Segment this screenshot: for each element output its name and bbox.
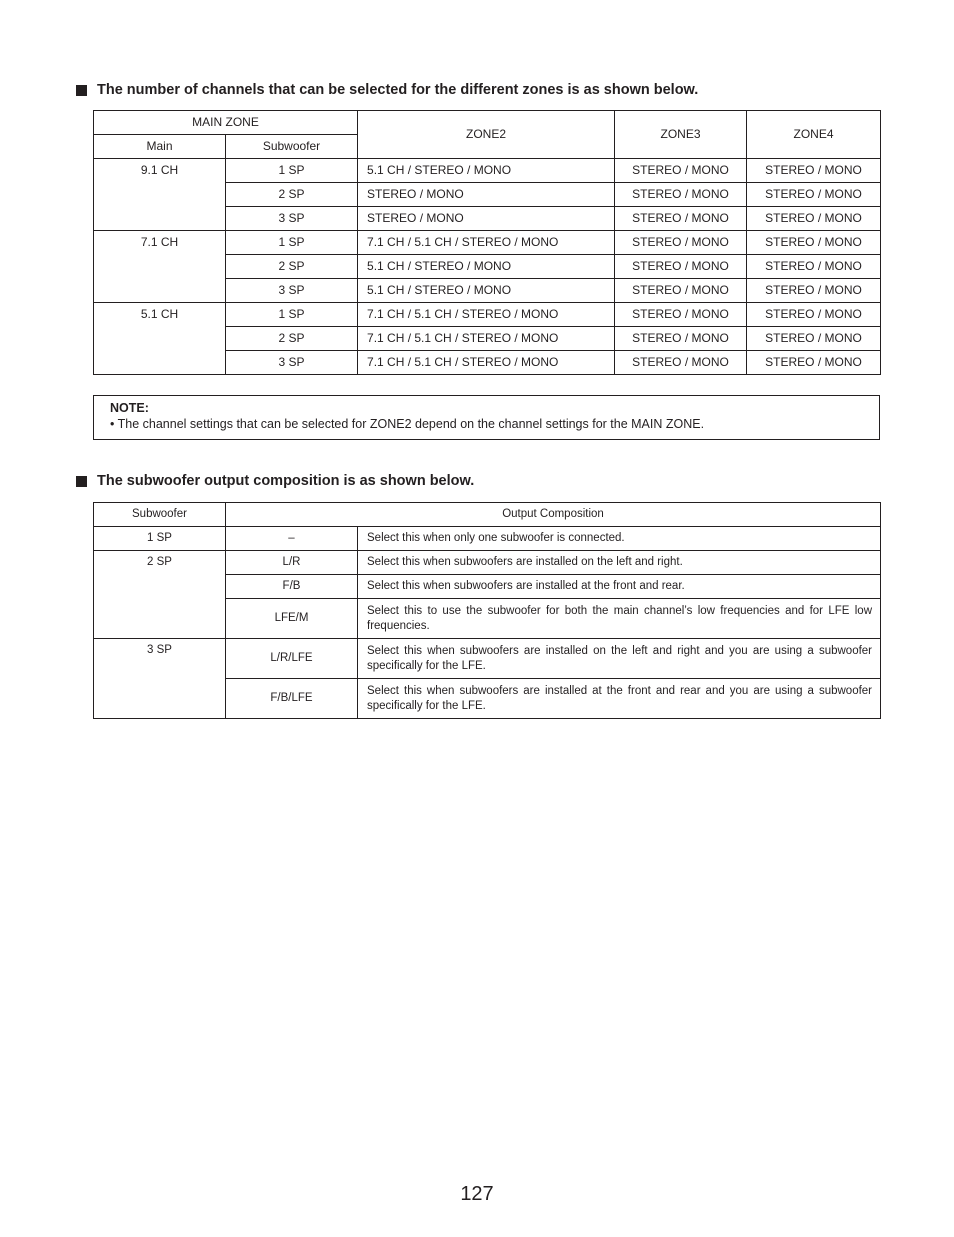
subwoofer-cell: 3 SP [226, 279, 358, 303]
square-bullet-icon [76, 85, 87, 96]
zone4-cell: STEREO / MONO [747, 207, 881, 231]
subwoofer-cell: 1 SP [226, 159, 358, 183]
header-output-composition: Output Composition [226, 503, 881, 527]
subwoofer-output-table [93, 502, 881, 719]
main-channels-cell: 5.1 CH [94, 303, 226, 375]
zone4-cell: STEREO / MONO [747, 351, 881, 375]
zone2-cell: STEREO / MONO [358, 183, 615, 207]
subwoofer-cell: 1 SP [226, 303, 358, 327]
header-main-zone: MAIN ZONE [94, 111, 358, 135]
subwoofer-cell: 2 SP [226, 183, 358, 207]
composition-description-cell: Select this when subwoofers are installed on the left and right and you are using a subwoofer specifically for the LFE. [358, 639, 881, 679]
heading-text: The subwoofer output composition is as shown below. [97, 473, 475, 489]
subwoofer-output-body [94, 527, 881, 719]
zone3-cell: STEREO / MONO [615, 351, 747, 375]
main-channels-cell: 9.1 CH [94, 159, 226, 231]
subwoofer-count-cell: 1 SP [94, 527, 226, 551]
composition-description-cell: Select this to use the subwoofer for both the main channel’s low frequencies and for LFE low frequencies. [358, 599, 881, 639]
zone2-cell: 7.1 CH / 5.1 CH / STEREO / MONO [358, 303, 615, 327]
subwoofer-cell: 2 SP [226, 255, 358, 279]
subwoofer-cell: 1 SP [226, 231, 358, 255]
zone4-cell: STEREO / MONO [747, 159, 881, 183]
zone3-cell: STEREO / MONO [615, 183, 747, 207]
zone3-cell: STEREO / MONO [615, 207, 747, 231]
subwoofer-cell: 3 SP [226, 351, 358, 375]
table-row [94, 551, 881, 575]
zone2-cell: 7.1 CH / 5.1 CH / STEREO / MONO [358, 231, 615, 255]
zone2-cell: 5.1 CH / STEREO / MONO [358, 159, 615, 183]
page-number: 127 [460, 1183, 494, 1205]
zone-channels-body [94, 159, 881, 375]
zone-channels-table [93, 110, 881, 375]
subwoofer-cell: 3 SP [226, 207, 358, 231]
note-box [93, 395, 880, 440]
composition-code-cell: L/R/LFE [226, 639, 358, 679]
header-zone3: ZONE3 [615, 111, 747, 159]
subwoofer-cell: 2 SP [226, 327, 358, 351]
main-channels-cell: 7.1 CH [94, 231, 226, 303]
zone3-cell: STEREO / MONO [615, 159, 747, 183]
note-title: NOTE: [110, 401, 149, 415]
composition-code-cell: LFE/M [226, 599, 358, 639]
zone4-cell: STEREO / MONO [747, 183, 881, 207]
composition-code-cell: F/B/LFE [226, 679, 358, 719]
zone4-cell: STEREO / MONO [747, 279, 881, 303]
note-body: • The channel settings that can be selected for ZONE2 depend on the channel settings for the MAIN ZONE. [110, 417, 705, 431]
header-subwoofer: Subwoofer [94, 503, 226, 527]
zone3-cell: STEREO / MONO [615, 327, 747, 351]
square-bullet-icon [76, 476, 87, 487]
zone4-cell: STEREO / MONO [747, 255, 881, 279]
zone2-cell: 7.1 CH / 5.1 CH / STEREO / MONO [358, 351, 615, 375]
zone3-cell: STEREO / MONO [615, 279, 747, 303]
table-row [94, 303, 881, 327]
subwoofer-count-cell: 3 SP [94, 639, 226, 719]
header-zone4: ZONE4 [747, 111, 881, 159]
composition-code-cell: L/R [226, 551, 358, 575]
composition-description-cell: Select this when subwoofers are installed at the front and rear and you are using a subwoofer specifically for the LFE. [358, 679, 881, 719]
zone3-cell: STEREO / MONO [615, 303, 747, 327]
table-row [94, 639, 881, 679]
zone2-cell: 7.1 CH / 5.1 CH / STEREO / MONO [358, 327, 615, 351]
zone3-cell: STEREO / MONO [615, 231, 747, 255]
table-row [94, 527, 881, 551]
header-subwoofer: Subwoofer [226, 135, 358, 159]
composition-code-cell: – [226, 527, 358, 551]
table-row [94, 159, 881, 183]
heading-text: The number of channels that can be selected for the different zones is as shown below. [97, 82, 699, 98]
zone2-cell: STEREO / MONO [358, 207, 615, 231]
composition-code-cell: F/B [226, 575, 358, 599]
section-heading-channels [76, 82, 698, 98]
section-heading-subwoofer [76, 473, 474, 489]
zone3-cell: STEREO / MONO [615, 255, 747, 279]
composition-description-cell: Select this when only one subwoofer is connected. [358, 527, 881, 551]
table-row [94, 231, 881, 255]
subwoofer-count-cell: 2 SP [94, 551, 226, 639]
composition-description-cell: Select this when subwoofers are installed at the front and rear. [358, 575, 881, 599]
zone2-cell: 5.1 CH / STEREO / MONO [358, 279, 615, 303]
header-main: Main [94, 135, 226, 159]
zone2-cell: 5.1 CH / STEREO / MONO [358, 255, 615, 279]
composition-description-cell: Select this when subwoofers are installed on the left and right. [358, 551, 881, 575]
header-zone2: ZONE2 [358, 111, 615, 159]
zone4-cell: STEREO / MONO [747, 327, 881, 351]
zone4-cell: STEREO / MONO [747, 303, 881, 327]
zone4-cell: STEREO / MONO [747, 231, 881, 255]
